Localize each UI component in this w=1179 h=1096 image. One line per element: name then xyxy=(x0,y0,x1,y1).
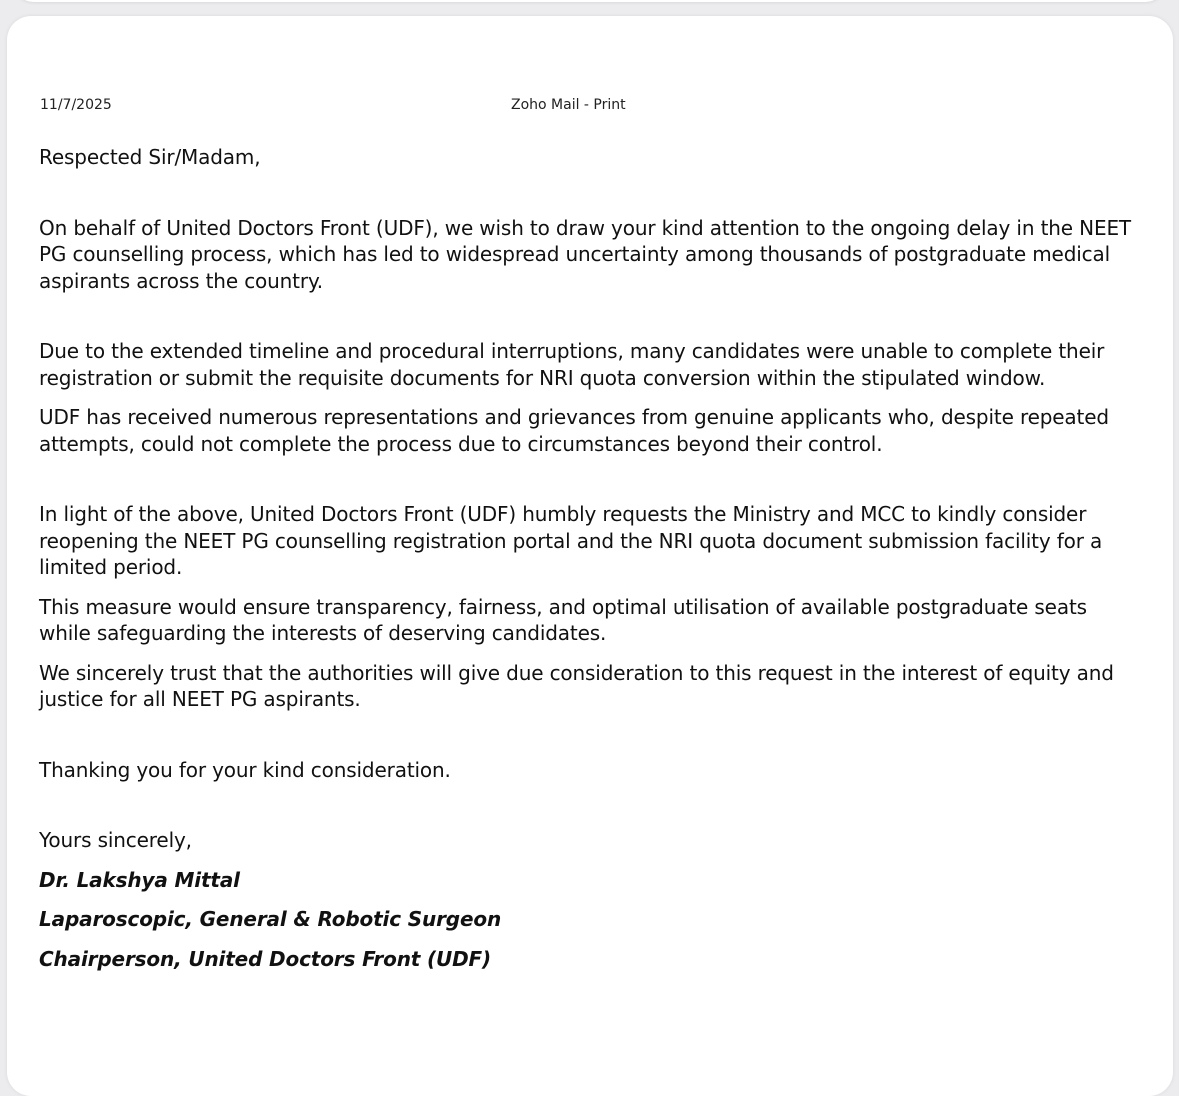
paragraph-trust: We sincerely trust that the authorities will give due consideration to this request in the interest of equity and justice for all NEET PG aspirants. xyxy=(39,660,1114,711)
paragraph-measure: This measure would ensure transparency, fairness, and optimal utilisation of available postgraduate seats while safeguarding the interests of deserving candidates. xyxy=(39,594,1087,645)
print-title: Zoho Mail - Print xyxy=(511,97,626,113)
signatory-organization: Chairperson, United Doctors Front (UDF) xyxy=(39,946,492,971)
letter-body xyxy=(39,144,1139,972)
signatory-name: Dr. Lakshya Mittal xyxy=(39,867,240,892)
print-header xyxy=(7,96,1173,114)
signatory-designation: Laparoscopic, General & Robotic Surgeon xyxy=(39,907,502,931)
print-date: 11/7/2025 xyxy=(40,97,112,113)
paragraph-intro: On behalf of United Doctors Front (UDF), we wish to draw your kind attention to the ongoing delay in the NEET PG counselling process, which has led to widespread uncertainty among thousands of postgraduate medical aspirants across the country. xyxy=(39,215,1132,293)
previous-page-card xyxy=(12,0,1167,2)
paragraph-delay: Due to the extended timeline and procedural interruptions, many candidates were unable to complete their registration or submit the requisite documents for NRI quota conversion within the stipulated window. xyxy=(39,339,1105,390)
paragraph-request: In light of the above, United Doctors Front (UDF) humbly requests the Ministry and MCC to kindly consider reopening the NEET PG counselling registration portal and the NRI quota document submission facility for a limited period. xyxy=(39,502,1103,579)
thanks-line: Thanking you for your kind consideration. xyxy=(39,757,451,782)
paragraph-grievances: UDF has received numerous representations and grievances from genuine applicants who, despite repeated attempts, could not complete the process due to circumstances beyond their control. xyxy=(39,405,1109,456)
closing-line: Yours sincerely, xyxy=(39,828,192,852)
salutation: Respected Sir/Madam, xyxy=(39,145,261,169)
